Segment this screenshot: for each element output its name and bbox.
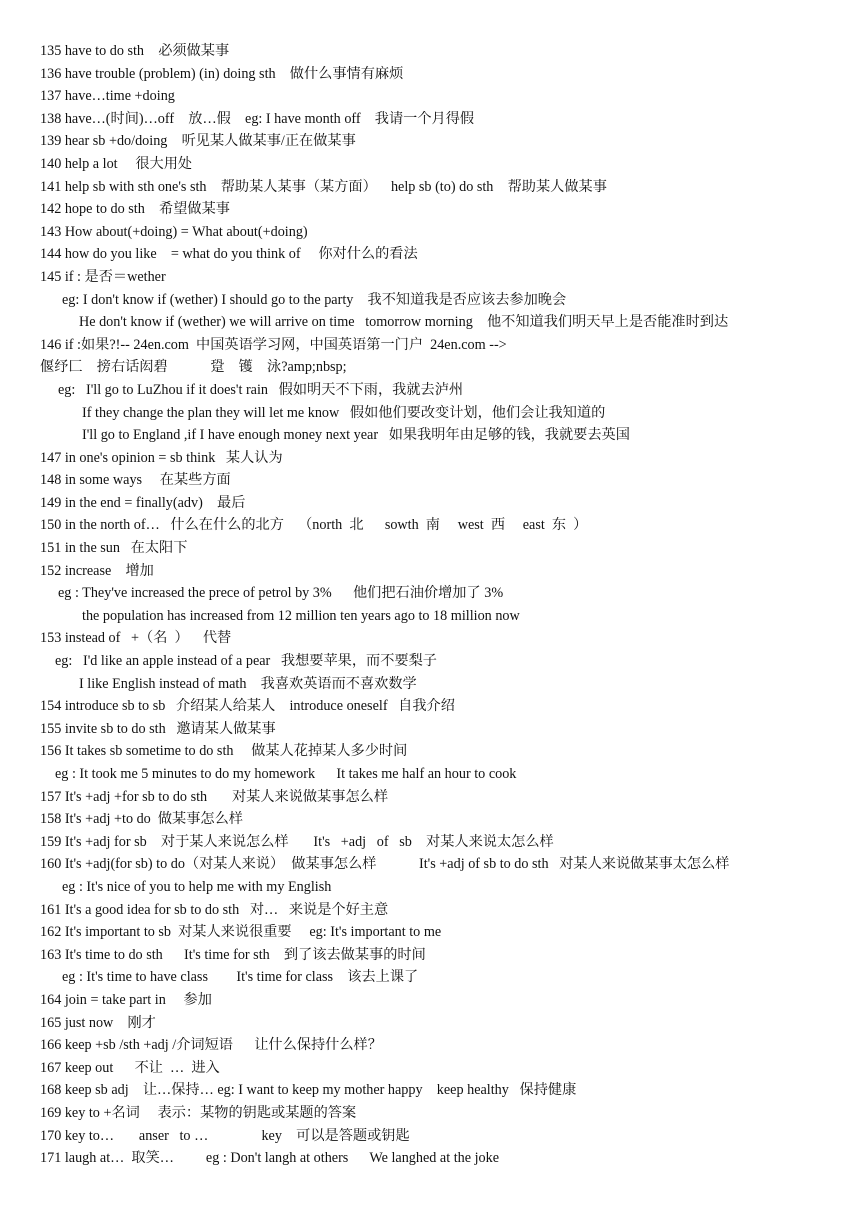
example-line: eg : It's nice of you to help me with my English — [62, 878, 332, 895]
example-line: eg : It took me 5 minutes to do my homework It takes me half an hour to cook — [55, 766, 517, 782]
example-line: I'll go to England ,if I have enough money next year 如果我明年由足够的钱，我就要去英国 — [82, 427, 630, 444]
example-line: I like English instead of math 我喜欢英语而不喜欢数学 — [79, 675, 417, 692]
text-line-146: 146 if :如果?!-- 24en.com 中国英语学习网，中国英语第一门户 24en.com --> — [40, 336, 507, 353]
text-line-148: 148 in some ways 在某些方面 — [40, 472, 231, 489]
text-line-162: 162 It's important to sb 对某人来说很重要 eg: It's important to me — [40, 924, 442, 941]
text-line-144: 144 how do you like = what do you think of 你对什么的看法 — [40, 246, 418, 263]
text-lines — [0, 40, 860, 1170]
text-line-152: 152 increase 增加 — [40, 562, 154, 579]
text-line-136: 136 have trouble (problem) (in) doing sth 做什么事情有麻烦 — [40, 65, 404, 82]
example-line: eg : It's time to have class It's time for class 该去上课了 — [62, 969, 419, 986]
text-line-137: 137 have…time +doing — [40, 88, 175, 105]
text-line-169: 169 key to +名词 表示：某物的钥匙或某题的答案 — [40, 1104, 357, 1121]
garbled-line: 偃纾匚 搒右话闳碧 跫 镬 泳?amp;nbsp; — [40, 359, 347, 376]
example-line: eg: I don't know if (wether) I should go to the party 我不知道我是否应该去参加晚会 — [62, 291, 567, 308]
example-line: eg : They've increased the prece of petrol by 3% 他们把石油价增加了 3% — [58, 585, 504, 602]
text-line-145: 145 if : 是否＝wether — [40, 268, 166, 285]
text-line-165: 165 just now 刚才 — [40, 1014, 156, 1031]
text-line-154: 154 introduce sb to sb 介绍某人给某人 introduce oneself 自我介绍 — [40, 698, 455, 715]
text-line-163: 163 It's time to do sth It's time for sth 到了该去做某事的时间 — [40, 946, 426, 963]
text-line-164: 164 join = take part in 参加 — [40, 991, 212, 1008]
text-line-159: 159 It's +adj for sb 对于某人来说怎么样 It's +adj of sb 对某人来说太怎么样 — [40, 833, 554, 850]
text-line-171: 171 laugh at… 取笑… eg : Don't langh at others We langhed at the joke — [40, 1150, 500, 1167]
text-line-143: 143 How about(+doing) = What about(+doing) — [40, 223, 308, 240]
text-line-168: 168 keep sb adj 让…保持… eg: I want to keep my mother happy keep healthy 保持健康 — [40, 1082, 577, 1099]
text-line-156: 156 It takes sb sometime to do sth 做某人花掉某人多少时间 — [40, 743, 408, 760]
text-line-166: 166 keep +sb /sth +adj /介词短语 让什么保持什么样？ — [40, 1037, 382, 1054]
example-line: eg: I'll go to LuZhou if it does't rain 假如明天不下雨，我就去泸州 — [58, 381, 464, 398]
text-line-142: 142 hope to do sth 希望做某事 — [40, 201, 230, 218]
example-line: eg: I'd like an apple instead of a pear 我想要苹果，而不要梨子 — [55, 653, 437, 670]
text-line-135: 135 have to do sth 必须做某事 — [40, 43, 230, 59]
text-line-151: 151 in the sun 在太阳下 — [40, 540, 188, 557]
example-line: He don't know if (wether) we will arrive on time tomorrow morning 他不知道我们明天早上是否能准时到达 — [79, 314, 729, 331]
text-line-140: 140 help a lot 很大用处 — [40, 155, 193, 172]
text-line-139: 139 hear sb +do/doing 听见某人做某事/正在做某事 — [40, 133, 356, 150]
text-line-141: 141 help sb with sth one's sth 帮助某人某事（某方面） help sb (to) do sth 帮助某人做某事 — [40, 178, 607, 195]
text-line-155: 155 invite sb to do sth 邀请某人做某事 — [40, 720, 276, 737]
example-line: If they change the plan they will let me know 假如他们要改变计划，他们会让我知道的 — [82, 404, 606, 421]
text-line-167: 167 keep out 不让 … 进入 — [40, 1059, 220, 1076]
text-line-150: 150 in the north of… 什么在什么的北方 （north 北 sowth 南 west 西 east 东 ） — [40, 517, 588, 534]
example-line: the population has increased from 12 million ten years ago to 18 million now — [82, 607, 520, 624]
text-line-158: 158 It's +adj +to do 做某事怎么样 — [40, 811, 243, 828]
text-line-160: 160 It's +adj(for sb) to do（对某人来说） 做某事怎么样 It's +adj of sb to do sth 对某人来说做某事太怎么样 — [40, 856, 730, 873]
text-line-149: 149 in the end = finally(adv) 最后 — [40, 494, 246, 511]
text-line-157: 157 It's +adj +for sb to do sth 对某人来说做某事怎么样 — [40, 788, 389, 805]
text-line-153: 153 instead of +（名 ） 代替 — [40, 630, 232, 647]
text-line-138: 138 have…(时间)…off 放…假 eg: I have month off 我请一个月得假 — [40, 110, 475, 127]
text-line-170: 170 key to… anser to … key 可以是答题或钥匙 — [40, 1127, 410, 1144]
text-line-161: 161 It's a good idea for sb to do sth 对… 来说是个好主意 — [40, 901, 389, 918]
text-line-147: 147 in one's opinion = sb think 某人认为 — [40, 449, 283, 466]
